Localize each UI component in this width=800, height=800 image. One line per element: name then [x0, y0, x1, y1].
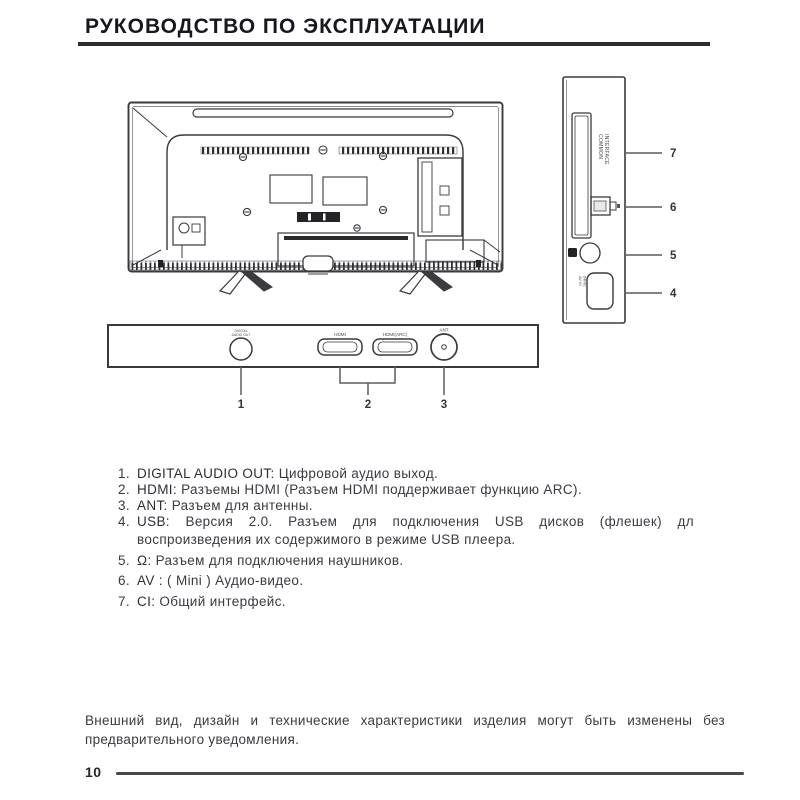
legend-item-6: 6. AV : ( Mini ) Аудио-видео.: [118, 573, 304, 588]
connector-legend: [118, 466, 694, 610]
headphone-icon: [568, 248, 577, 257]
ant-port: [431, 334, 457, 360]
legend-number: 2.: [118, 482, 130, 497]
page-number: 10: [85, 764, 102, 780]
vent-strip-right: [339, 147, 457, 154]
callout-3: 3: [440, 399, 448, 411]
tv-handle-slot: [193, 109, 453, 117]
barcode-label: [297, 212, 340, 222]
legend-item-5: 5. Ω: Разъем для подключения наушников.: [118, 552, 404, 568]
center-foot: [303, 256, 333, 271]
digital-audio-out-label: DIGITAL: [234, 329, 248, 333]
legend-item-3: 3. ANT: Разъем для антенны.: [118, 498, 313, 513]
digital-audio-out-port: [230, 338, 252, 360]
hdmi1-label: HDMI: [334, 332, 346, 337]
ci-label: COMMON: [597, 134, 603, 160]
rating-label-right: [323, 177, 367, 205]
legend-number: 5.: [118, 552, 130, 568]
callout-4: 4: [670, 288, 677, 300]
vent-strip-left: [201, 147, 309, 154]
side-panel-diagram: [556, 68, 706, 326]
ant-label: ANT: [439, 327, 449, 333]
ci-slot: [572, 113, 591, 238]
callout-2: 2: [364, 399, 372, 411]
tv-stand-right: [400, 271, 452, 294]
hdmi-port-1: [318, 339, 362, 355]
disclaimer-line-1: Внешний вид, дизайн и технические характеристики изделия могут быть изменены без: [85, 713, 725, 728]
callout-5: 5: [670, 250, 677, 262]
legend-item-1: 1. DIGITAL AUDIO OUT: Цифровой аудио выход.: [118, 466, 439, 481]
side-callout-lines: [625, 153, 662, 293]
legend-item-7: 7. CI: Общий интерфейс.: [118, 593, 286, 609]
page-title: РУКОВОДСТВО ПО ЭКСПЛУАТАЦИИ: [85, 15, 486, 38]
footer-rule: [116, 772, 744, 775]
callout-1: 1: [237, 399, 245, 411]
legend-item-4: 4. USB: Версия 2.0. Разъем для подключения USB дисков (флешек) дл воспроизведения их содержимого в режиме USB плеера.: [118, 514, 694, 547]
legend-number: 4.: [118, 514, 130, 529]
hdmi-port-2: [373, 339, 417, 355]
title-underline: [78, 42, 710, 46]
rating-label-left: [270, 175, 312, 203]
svg-text:AUDIO OUT: AUDIO OUT: [231, 333, 251, 338]
headphone-jack: [568, 243, 600, 263]
legend-number: 3.: [118, 498, 130, 513]
av-label: AV IN: [578, 276, 582, 286]
disclaimer-line-2: предварительного уведомления.: [85, 731, 300, 747]
bottom-callout-lines: [241, 367, 444, 395]
hdmi2-label: HDMI(ARC): [382, 332, 408, 337]
power-inlet: [173, 217, 205, 258]
disclaimer-note: [85, 712, 725, 749]
legend-number: 6.: [118, 573, 130, 588]
legend-item-2: 2. HDMI: Разъемы HDMI (Разъем HDMI поддерживает функцию ARC).: [118, 482, 582, 497]
bottom-right-box: [426, 240, 484, 262]
av-port: [587, 273, 613, 309]
legend-number: 7.: [118, 593, 130, 609]
tv-stand-left: [220, 271, 272, 294]
callout-6: 6: [670, 202, 677, 214]
tv-outer-frame: [129, 103, 503, 272]
side-connector-housing: [418, 158, 462, 236]
svg-text:INTERFACE: INTERFACE: [603, 134, 609, 165]
tv-back-diagram: [126, 100, 506, 296]
callout-7: 7: [670, 148, 677, 160]
headphone-symbol: Ω:: [137, 552, 152, 568]
bottom-panel-diagram: [105, 322, 550, 414]
legend-number: 1.: [118, 466, 130, 481]
svg-text:(MINI): (MINI): [582, 276, 587, 287]
usb-port: [591, 197, 620, 215]
